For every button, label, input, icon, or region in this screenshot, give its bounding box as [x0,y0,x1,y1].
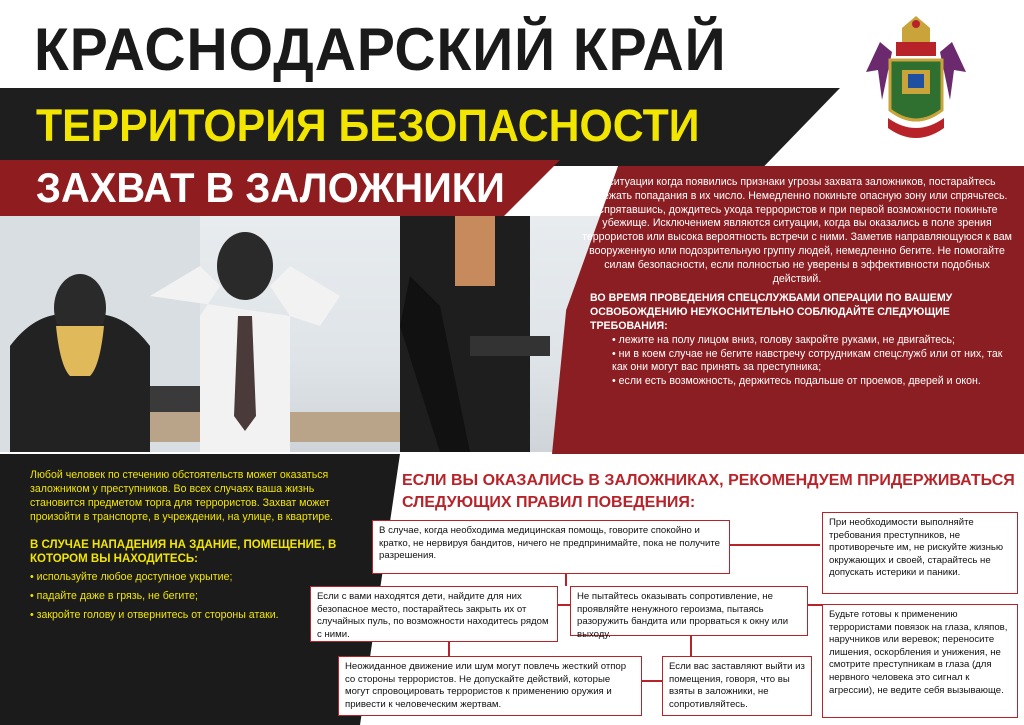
requirement-item: • если есть возможность, держитесь подальше от проемов, дверей и окон. [612,375,1012,389]
red-panel-text [582,176,1012,389]
hostage-illustration [0,216,620,452]
page-title: КРАСНОДАРСКИЙ КРАЙ [34,16,727,83]
requirement-item: • лежите на полу лицом вниз, голову закройте руками, не двигайтесь; [612,334,1012,348]
rule-box-resistance: Не пытайтесь оказывать сопротивление, не проявляйте ненужного героизма, пытаясь разоружить бандита или прорваться к окну или выходу. [570,586,808,636]
red-panel-intro: В ситуации когда появились признаки угрозы захвата заложников, постарайтесь избежать попадания в их число. Немедленно покиньте опасную зону или спрячьтесь. Спрятавшись, дождитесь ухода террористов и при первой возможности покиньте убежище. Исключением являются ситуации, когда вы оказались в поле зрения террористов или высока вероятность встречи с ними. Заметив направляющуюся к вам вооруженную или подозрительную группу людей, немедленно бегите. Не помогайте силам безопасности, если полностью не уверены в эффективности подобных действий. [582,176,1012,285]
subtitle: ТЕРРИТОРИЯ БЕЗОПАСНОСТИ [36,100,700,151]
connector-line [808,604,822,606]
connector-line [558,604,570,606]
requirements-list [582,334,1012,389]
requirement-item: • ни в коем случае не бегите навстречу сотрудникам спецслужб или от них, так как они могут вас принять за преступника; [612,348,1012,376]
attack-item: • используйте любое доступное укрытие; [30,570,360,584]
rule-box-demands: При необходимости выполняйте требования преступников, не противоречьте им, не рискуйте жизнью окружающих и своей, старайтесь не допускать истерики и паники. [822,512,1018,594]
rule-box-medical: В случае, когда необходима медицинская помощь, говорите спокойно и кратко, не нервируя бандитов, ничего не предпринимайте, пока не получите разрешения. [372,520,730,574]
connector-line [730,544,820,546]
hostage-photo [0,216,620,452]
black-panel-intro: Любой человек по стечению обстоятельств может оказаться заложником у преступников. Во всех случаях ваша жизнь становится предметом торга для террористов. Захват может произойти в транспорте, в учреждении, на улице, в квартире. [30,469,333,523]
rule-box-children: Если с вами находятся дети, найдите для них безопасное место, постарайтесь закрыть их от случайных пуль, по возможности находитесь рядом с ними. [310,586,558,642]
operation-heading: ВО ВРЕМЯ ПРОВЕДЕНИЯ СПЕЦСЛУЖБАМИ ОПЕРАЦИИ ПО ВАШЕМУ ОСВОБОЖДЕНИЮ НЕУКОСНИТЕЛЬНО СОБЛЮДАЙТЕ СЛЕДУЮЩИЕ ТРЕБОВАНИЯ: [590,292,953,332]
coat-of-arms-icon [860,12,972,152]
rule-box-sudden-movement: Неожиданное движение или шум могут повлечь жесткий отпор со стороны террористов. Не допускайте действий, которые могут спровоцировать террористов к применению оружия и привести к человеческим жертвам. [338,656,642,716]
attack-item: • падайте даже в грязь, не бегите; [30,589,360,603]
rule-box-blindfold: Будьте готовы к применению террористами повязок на глаза, кляпов, наручников или веревок; переносите лишения, оскорбления и унижения, не смотрите преступникам в глаза (для нервного человека это сигнал к агрессии), не ведите себя вызывающе. [822,604,1018,718]
rule-box-leave-room: Если вас заставляют выйти из помещения, говоря, что вы взяты в заложники, не сопротивляйтесь. [662,656,812,716]
connector-line [565,574,567,586]
connector-line [642,680,662,682]
rules-heading: ЕСЛИ ВЫ ОКАЗАЛИСЬ В ЗАЛОЖНИКАХ, РЕКОМЕНДУЕМ ПРИДЕРЖИВАТЬСЯ СЛЕДУЮЩИХ ПРАВИЛ ПОВЕДЕНИЯ: [402,472,1015,511]
connector-line [448,642,450,656]
topic-title: ЗАХВАТ В ЗАЛОЖНИКИ [36,164,505,211]
attack-heading: В СЛУЧАЕ НАПАДЕНИЯ НА ЗДАНИЕ, ПОМЕЩЕНИЕ, В КОТОРОМ ВЫ НАХОДИТЕСЬ: [30,539,337,565]
connector-line [690,636,692,656]
attack-item: • закройте голову и отвернитесь от стороны атаки. [30,608,360,622]
